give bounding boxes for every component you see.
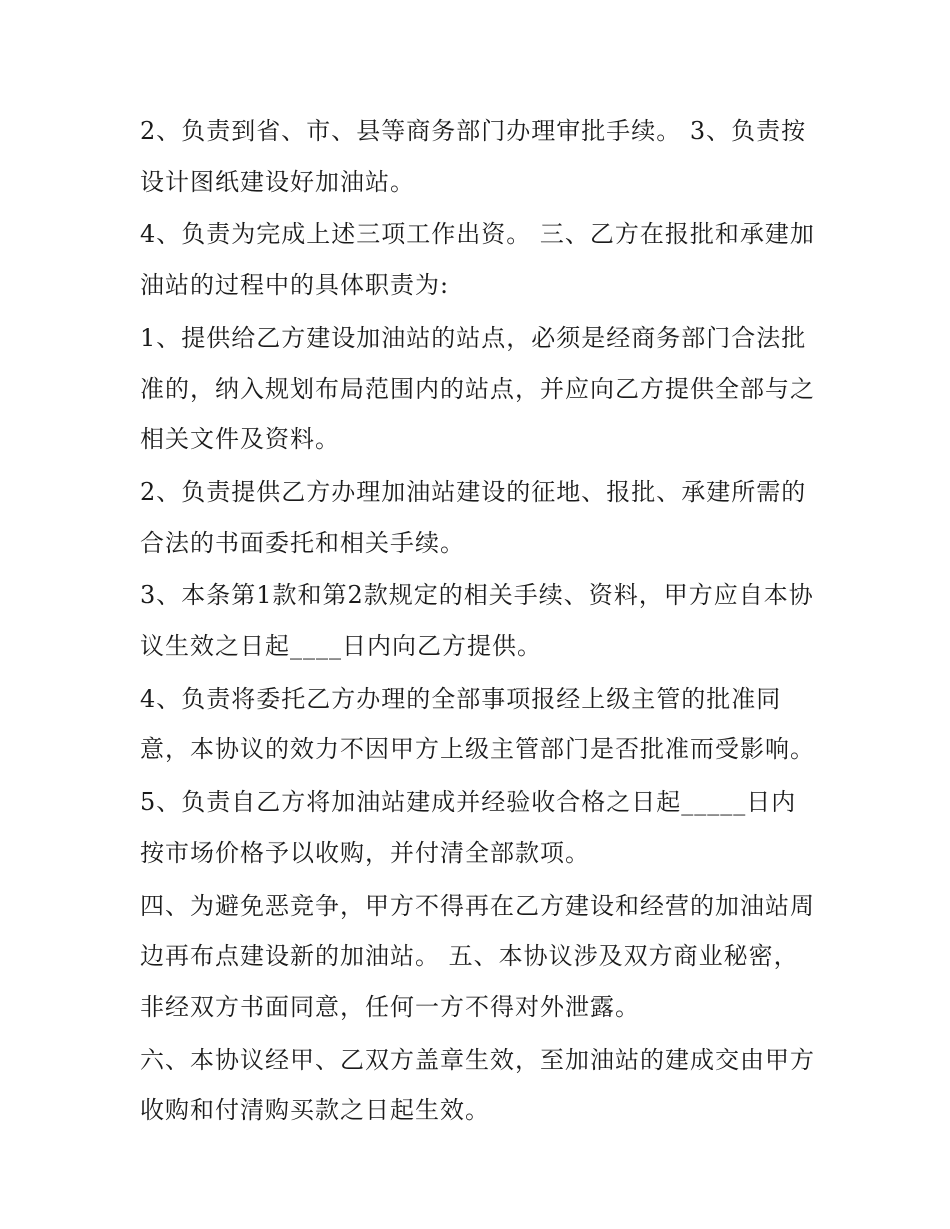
document-body bbox=[140, 106, 820, 1138]
paragraph-2: 4、负责为完成上述三项工作出资。 三、乙方在报批和承建加油站的过程中的具体职责为: bbox=[140, 220, 815, 300]
paragraph-8: 四、为避免恶竞争，甲方不得再在乙方建设和经营的加油站周边再布点建设新的加油站。 五、本协议涉及双方商业秘密，非经双方书面同意，任何一方不得对外泄露。 bbox=[140, 891, 815, 1021]
paragraph-6: 4、负责将委托乙方办理的全部事项报经上级主管的批准同意，本协议的效力不因甲方上级主管部门是否批准而受影响。 bbox=[140, 684, 815, 764]
paragraph-1: 2、负责到省、市、县等商务部门办理审批手续。 3、负责按设计图纸建设好加油站。 bbox=[140, 117, 807, 196]
paragraph-4: 2、负责提供乙方办理加油站建设的征地、报批、承建所需的合法的书面委托和相关手续。 bbox=[140, 477, 807, 557]
paragraph-3: 1、提供给乙方建设加油站的站点，必须是经商务部门合法批准的，纳入规划布局范围内的站点，并应向乙方提供全部与之相关文件及资料。 bbox=[140, 323, 815, 454]
paragraph-9: 六、本协议经甲、乙双方盖章生效，至加油站的建成交由甲方收购和付清购买款之日起生效。 bbox=[140, 1045, 815, 1125]
paragraph-5: 3、本条第1款和第2款规定的相关手续、资料，甲方应自本协议生效之日起____日内向乙方提供。 bbox=[140, 581, 814, 661]
paragraph-7: 5、负责自乙方将加油站建成并经验收合格之日起_____日内按市场价格予以收购，并付清全部款项。 bbox=[140, 788, 797, 867]
